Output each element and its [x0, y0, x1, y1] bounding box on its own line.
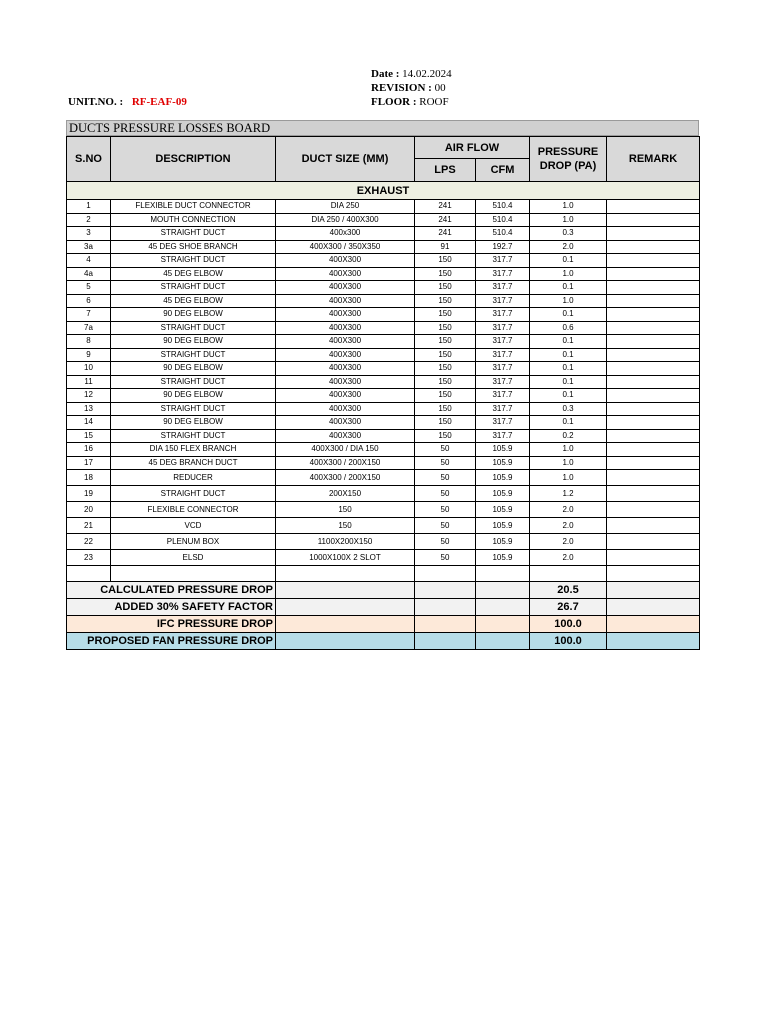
revision-value: 00 [434, 82, 446, 94]
cell-cfm: 317.7 [476, 254, 530, 268]
cell-sno: 5 [67, 281, 111, 295]
unit-label: UNIT.NO. : [68, 96, 124, 108]
cell-remark [607, 389, 700, 403]
blank-row [67, 566, 700, 582]
cell-sno: 1 [67, 200, 111, 214]
pressure-losses-table [66, 136, 700, 650]
cell-sno: 6 [67, 294, 111, 308]
cell-description: 90 DEG ELBOW [111, 389, 276, 403]
cell-remark [607, 348, 700, 362]
cell-description: FLEXIBLE DUCT CONNECTOR [111, 200, 276, 214]
cell-cfm: 317.7 [476, 267, 530, 281]
cell-duct-size: 400X300 [276, 389, 415, 403]
table-row [67, 429, 700, 443]
ifc-label: IFC PRESSURE DROP [67, 616, 276, 633]
table-row [67, 550, 700, 566]
cell-sno: 18 [67, 470, 111, 486]
cell-sno: 17 [67, 456, 111, 470]
table-row [67, 470, 700, 486]
cell-sno: 7 [67, 308, 111, 322]
cell-cfm: 105.9 [476, 502, 530, 518]
cell-cfm: 317.7 [476, 375, 530, 389]
cell-pressure-drop: 1.0 [530, 294, 607, 308]
table-row [67, 321, 700, 335]
cell-remark [607, 486, 700, 502]
cell-description: REDUCER [111, 470, 276, 486]
cell-pressure-drop: 0.3 [530, 402, 607, 416]
cell-duct-size: 400X300 / 200X150 [276, 470, 415, 486]
cell-sno: 14 [67, 416, 111, 430]
summary-row-safety [67, 599, 700, 616]
cell-lps: 241 [415, 227, 476, 241]
cell-remark [607, 200, 700, 214]
cell-pressure-drop: 1.0 [530, 456, 607, 470]
cell-lps: 150 [415, 335, 476, 349]
table-row [67, 308, 700, 322]
cell-remark [607, 362, 700, 376]
col-header-lps: LPS [415, 159, 476, 182]
cell-cfm: 317.7 [476, 335, 530, 349]
floor-label: FLOOR : [371, 96, 417, 108]
cell-remark [607, 254, 700, 268]
table-row [67, 389, 700, 403]
col-header-sno: S.NO [67, 137, 111, 182]
col-header-cfm: CFM [476, 159, 530, 182]
table-row [67, 348, 700, 362]
date-line [371, 67, 452, 81]
ifc-value: 100.0 [530, 616, 607, 633]
table-row [67, 456, 700, 470]
cell-lps: 150 [415, 321, 476, 335]
table-row [67, 534, 700, 550]
cell-lps: 150 [415, 416, 476, 430]
cell-cfm: 105.9 [476, 456, 530, 470]
cell-cfm: 317.7 [476, 402, 530, 416]
table-row [67, 518, 700, 534]
table-row [67, 375, 700, 389]
cell-description: STRAIGHT DUCT [111, 227, 276, 241]
cell-lps: 50 [415, 534, 476, 550]
cell-sno: 10 [67, 362, 111, 376]
cell-duct-size: 400X300 [276, 429, 415, 443]
cell-duct-size: 1000X100X 2 SLOT [276, 550, 415, 566]
cell-remark [607, 240, 700, 254]
cell-sno: 15 [67, 429, 111, 443]
cell-pressure-drop: 2.0 [530, 550, 607, 566]
cell-lps: 50 [415, 502, 476, 518]
cell-sno: 8 [67, 335, 111, 349]
cell-cfm: 317.7 [476, 348, 530, 362]
cell-sno: 23 [67, 550, 111, 566]
table-row [67, 254, 700, 268]
section-label: EXHAUST [67, 182, 700, 200]
cell-pressure-drop: 0.1 [530, 362, 607, 376]
cell-remark [607, 375, 700, 389]
table-row [67, 443, 700, 457]
cell-duct-size: 200X150 [276, 486, 415, 502]
cell-description: 45 DEG SHOE BRANCH [111, 240, 276, 254]
table-row [67, 267, 700, 281]
cell-cfm: 317.7 [476, 416, 530, 430]
cell-lps: 241 [415, 200, 476, 214]
cell-lps: 91 [415, 240, 476, 254]
summary-row-ifc [67, 616, 700, 633]
cell-pressure-drop: 1.0 [530, 470, 607, 486]
cell-duct-size: 400X300 [276, 416, 415, 430]
cell-lps: 150 [415, 389, 476, 403]
cell-duct-size: 1100X200X150 [276, 534, 415, 550]
date-label: Date : [371, 68, 400, 80]
cell-sno: 19 [67, 486, 111, 502]
cell-pressure-drop: 0.1 [530, 416, 607, 430]
cell-lps: 150 [415, 254, 476, 268]
cell-lps: 150 [415, 375, 476, 389]
cell-sno: 4a [67, 267, 111, 281]
cell-lps: 150 [415, 362, 476, 376]
cell-pressure-drop: 0.1 [530, 375, 607, 389]
board-title: DUCTS PRESSURE LOSSES BOARD [66, 120, 699, 136]
cell-remark [607, 335, 700, 349]
cell-cfm: 105.9 [476, 518, 530, 534]
cell-sno: 2 [67, 213, 111, 227]
cell-description: ELSD [111, 550, 276, 566]
cell-sno: 20 [67, 502, 111, 518]
cell-duct-size: 150 [276, 502, 415, 518]
unit-value: RF-EAF-09 [131, 96, 187, 108]
cell-sno: 9 [67, 348, 111, 362]
unit-line [68, 95, 187, 109]
cell-pressure-drop: 0.1 [530, 254, 607, 268]
cell-lps: 150 [415, 402, 476, 416]
cell-duct-size: DIA 250 / 400X300 [276, 213, 415, 227]
safety-value: 26.7 [530, 599, 607, 616]
cell-duct-size: 400X300 [276, 375, 415, 389]
cell-remark [607, 402, 700, 416]
cell-description: STRAIGHT DUCT [111, 486, 276, 502]
cell-pressure-drop: 0.1 [530, 335, 607, 349]
cell-duct-size: 150 [276, 518, 415, 534]
summary-row-calculated [67, 582, 700, 599]
cell-pressure-drop: 2.0 [530, 534, 607, 550]
cell-duct-size: 400X300 [276, 348, 415, 362]
cell-lps: 241 [415, 213, 476, 227]
cell-lps: 150 [415, 281, 476, 295]
fan-label: PROPOSED FAN PRESSURE DROP [67, 633, 276, 650]
cell-pressure-drop: 1.0 [530, 267, 607, 281]
table-row [67, 335, 700, 349]
table-row [67, 416, 700, 430]
cell-sno: 22 [67, 534, 111, 550]
table-row [67, 486, 700, 502]
cell-pressure-drop: 2.0 [530, 502, 607, 518]
cell-pressure-drop: 0.1 [530, 348, 607, 362]
col-header-description: DESCRIPTION [111, 137, 276, 182]
cell-cfm: 105.9 [476, 486, 530, 502]
cell-pressure-drop: 0.3 [530, 227, 607, 241]
cell-remark [607, 294, 700, 308]
calculated-label: CALCULATED PRESSURE DROP [67, 582, 276, 599]
section-row [67, 182, 700, 200]
cell-duct-size: 400X300 [276, 321, 415, 335]
cell-cfm: 317.7 [476, 429, 530, 443]
cell-cfm: 317.7 [476, 321, 530, 335]
cell-remark [607, 470, 700, 486]
cell-remark [607, 227, 700, 241]
cell-description: PLENUM BOX [111, 534, 276, 550]
cell-sno: 3a [67, 240, 111, 254]
cell-lps: 50 [415, 443, 476, 457]
cell-duct-size: 400x300 [276, 227, 415, 241]
cell-remark [607, 550, 700, 566]
cell-remark [607, 213, 700, 227]
cell-sno: 12 [67, 389, 111, 403]
cell-sno: 7a [67, 321, 111, 335]
cell-cfm: 510.4 [476, 213, 530, 227]
cell-duct-size: 400X300 [276, 308, 415, 322]
revision-label: REVISION : [371, 82, 432, 94]
cell-sno: 3 [67, 227, 111, 241]
col-header-remark: REMARK [607, 137, 700, 182]
cell-cfm: 105.9 [476, 534, 530, 550]
table-row [67, 200, 700, 214]
cell-lps: 50 [415, 486, 476, 502]
cell-description: STRAIGHT DUCT [111, 375, 276, 389]
cell-lps: 50 [415, 518, 476, 534]
cell-pressure-drop: 0.1 [530, 281, 607, 295]
cell-sno: 16 [67, 443, 111, 457]
cell-pressure-drop: 0.2 [530, 429, 607, 443]
cell-description: FLEXIBLE CONNECTOR [111, 502, 276, 518]
cell-description: 45 DEG ELBOW [111, 267, 276, 281]
cell-remark [607, 518, 700, 534]
cell-duct-size: 400X300 / DIA 150 [276, 443, 415, 457]
cell-duct-size: 400X300 / 350X350 [276, 240, 415, 254]
table-row [67, 281, 700, 295]
table-row [67, 227, 700, 241]
cell-lps: 50 [415, 456, 476, 470]
cell-sno: 13 [67, 402, 111, 416]
cell-duct-size: 400X300 [276, 294, 415, 308]
col-header-pressure-drop: PRESSURE DROP (PA) [530, 137, 607, 182]
cell-cfm: 317.7 [476, 308, 530, 322]
cell-lps: 150 [415, 348, 476, 362]
cell-description: STRAIGHT DUCT [111, 321, 276, 335]
cell-sno: 4 [67, 254, 111, 268]
calculated-value: 20.5 [530, 582, 607, 599]
cell-pressure-drop: 1.0 [530, 213, 607, 227]
cell-cfm: 192.7 [476, 240, 530, 254]
cell-description: STRAIGHT DUCT [111, 254, 276, 268]
cell-cfm: 317.7 [476, 281, 530, 295]
cell-description: VCD [111, 518, 276, 534]
cell-remark [607, 267, 700, 281]
cell-duct-size: 400X300 [276, 254, 415, 268]
cell-lps: 150 [415, 294, 476, 308]
cell-remark [607, 416, 700, 430]
cell-sno: 21 [67, 518, 111, 534]
cell-pressure-drop: 0.1 [530, 389, 607, 403]
cell-description: MOUTH CONNECTION [111, 213, 276, 227]
fan-value: 100.0 [530, 633, 607, 650]
cell-duct-size: 400X300 [276, 335, 415, 349]
col-header-air-flow: AIR FLOW [415, 137, 530, 159]
cell-remark [607, 534, 700, 550]
cell-description: DIA 150 FLEX BRANCH [111, 443, 276, 457]
cell-lps: 150 [415, 429, 476, 443]
cell-description: 90 DEG ELBOW [111, 416, 276, 430]
cell-remark [607, 281, 700, 295]
cell-cfm: 317.7 [476, 389, 530, 403]
cell-lps: 50 [415, 550, 476, 566]
cell-cfm: 105.9 [476, 443, 530, 457]
floor-line [371, 95, 449, 109]
cell-duct-size: 400X300 [276, 281, 415, 295]
cell-pressure-drop: 1.0 [530, 443, 607, 457]
table-row [67, 362, 700, 376]
cell-description: 45 DEG ELBOW [111, 294, 276, 308]
cell-lps: 50 [415, 470, 476, 486]
cell-duct-size: 400X300 [276, 402, 415, 416]
cell-sno: 11 [67, 375, 111, 389]
table-row [67, 240, 700, 254]
cell-remark [607, 502, 700, 518]
cell-description: STRAIGHT DUCT [111, 281, 276, 295]
cell-pressure-drop: 0.1 [530, 308, 607, 322]
cell-cfm: 105.9 [476, 550, 530, 566]
cell-description: 90 DEG ELBOW [111, 335, 276, 349]
table-row [67, 402, 700, 416]
cell-pressure-drop: 2.0 [530, 240, 607, 254]
cell-duct-size: 400X300 / 200X150 [276, 456, 415, 470]
cell-pressure-drop: 1.0 [530, 200, 607, 214]
summary-row-fan [67, 633, 700, 650]
cell-description: 45 DEG BRANCH DUCT [111, 456, 276, 470]
floor-value: ROOF [419, 96, 449, 108]
cell-remark [607, 308, 700, 322]
cell-cfm: 317.7 [476, 362, 530, 376]
cell-cfm: 317.7 [476, 294, 530, 308]
cell-description: STRAIGHT DUCT [111, 429, 276, 443]
cell-cfm: 510.4 [476, 227, 530, 241]
cell-cfm: 510.4 [476, 200, 530, 214]
cell-remark [607, 429, 700, 443]
cell-description: 90 DEG ELBOW [111, 362, 276, 376]
col-header-duct-size: DUCT SIZE (MM) [276, 137, 415, 182]
cell-description: STRAIGHT DUCT [111, 402, 276, 416]
cell-pressure-drop: 0.6 [530, 321, 607, 335]
cell-remark [607, 456, 700, 470]
cell-remark [607, 443, 700, 457]
cell-pressure-drop: 2.0 [530, 518, 607, 534]
cell-lps: 150 [415, 308, 476, 322]
table-row [67, 502, 700, 518]
cell-lps: 150 [415, 267, 476, 281]
cell-duct-size: 400X300 [276, 267, 415, 281]
cell-remark [607, 321, 700, 335]
cell-description: STRAIGHT DUCT [111, 348, 276, 362]
cell-pressure-drop: 1.2 [530, 486, 607, 502]
table-row [67, 213, 700, 227]
date-value: 14.02.2024 [402, 68, 452, 80]
cell-description: 90 DEG ELBOW [111, 308, 276, 322]
cell-duct-size: 400X300 [276, 362, 415, 376]
cell-duct-size: DIA 250 [276, 200, 415, 214]
cell-cfm: 105.9 [476, 470, 530, 486]
table-row [67, 294, 700, 308]
safety-label: ADDED 30% SAFETY FACTOR [67, 599, 276, 616]
revision-line [371, 81, 446, 95]
